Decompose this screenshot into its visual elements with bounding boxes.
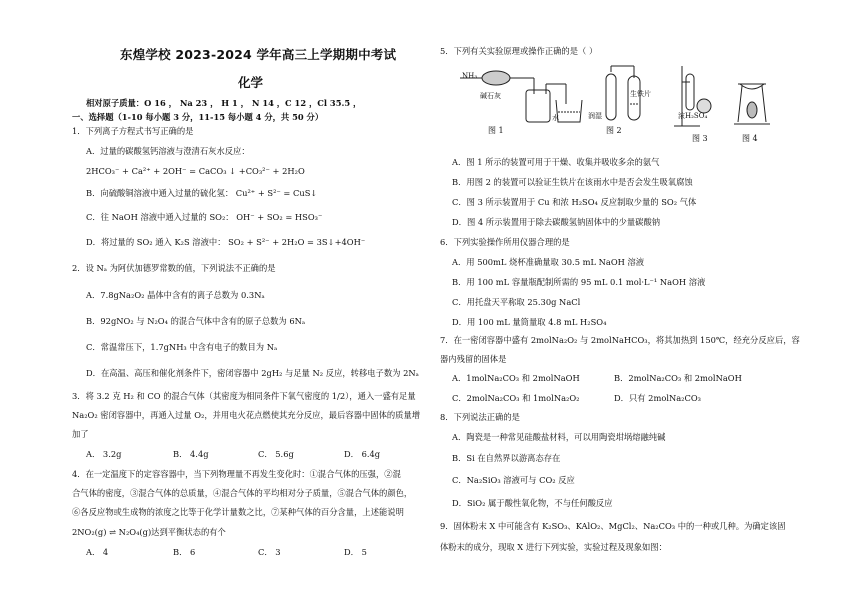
q1-stem: 1．下列离子方程式书写正确的是 bbox=[72, 126, 194, 136]
q6-option-a: A．用 500mL 烧杯准确量取 30.5 mL NaOH 溶液 bbox=[452, 257, 645, 267]
q7-option-c: C．2molNa₂CO₃ 和 1molNa₂O₂ bbox=[452, 393, 580, 403]
q7-option-d: D．只有 2molNa₂CO₃ bbox=[614, 393, 701, 403]
q7-option-b: B．2molNa₂CO₃ 和 2molNaOH bbox=[614, 373, 742, 383]
q9-line-1: 9．固体粉末 X 中可能含有 K₂SO₃、KAlO₂、MgCl₂、Na₂CO₃ 中的一种或几种。为确定该固 bbox=[440, 521, 786, 531]
q1-option-c: C．往 NaOH 溶液中通入过量的 SO₂： OH⁻ + SO₂ = HSO₃⁻ bbox=[86, 212, 323, 222]
q8-stem: 8．下列说法正确的是 bbox=[440, 412, 520, 422]
q3-option-c: C． 5.6g bbox=[258, 449, 294, 459]
q5-option-b: B．用图 2 的装置可以验证生铁片在该雨水中是否会发生吸氧腐蚀 bbox=[452, 177, 693, 187]
q3-line-2: Na₂O₂ 密闭容器中，再通入过量 O₂，并用电火花点燃使其充分反应，最后容器中固体的质量增 bbox=[72, 410, 421, 420]
fig-label-wet: 润湿 bbox=[588, 112, 602, 120]
q1-option-b: B．向硫酸铜溶液中通入过量的硫化氢： Cu²⁺ + S²⁻ = CuS↓ bbox=[86, 188, 318, 198]
fig-caption-3: 图 3 bbox=[692, 134, 708, 143]
q3-line-1: 3．将 3.2 克 H₂ 和 CO 的混合气体（其密度为相同条件下氧气密度的 1/2），通入一盛有足量 bbox=[72, 391, 416, 401]
q4-option-a: A． 4 bbox=[86, 547, 109, 557]
fig-label-iron: 生铁片 bbox=[630, 90, 651, 98]
q5-stem: 5．下列有关实验原理或操作正确的是（ ） bbox=[440, 46, 598, 56]
section-heading: 一、选择题（1-10 每小题 3 分，11-15 每小题 4 分，共 50 分） bbox=[72, 112, 324, 122]
q7-option-a: A．1molNa₂CO₃ 和 2molNaOH bbox=[452, 373, 580, 383]
q8-option-a: A．陶瓷是一种常见硅酸盐材料，可以用陶瓷坩埚熔融纯碱 bbox=[452, 432, 666, 442]
q1-option-a: A．过量的碳酸氢钙溶液与澄清石灰水反应： bbox=[86, 146, 250, 156]
q4-line-3: ⑥各反应物或生成物的浓度之比等于化学计量数之比，⑦某种气体的百分含量，上述能说明 bbox=[72, 507, 404, 517]
q1-option-d: D．将过量的 SO₂ 通入 K₂S 溶液中： SO₂ + S²⁻ + 2H₂O = 3S↓+4OH⁻ bbox=[86, 237, 366, 247]
q3-option-b: B． 4.4g bbox=[173, 449, 209, 459]
q5-option-c: C．图 3 所示装置用于 Cu 和浓 H₂SO₄ 反应制取少量的 SO₂ 气体 bbox=[452, 197, 697, 207]
fig-label-soda-lime: 碱石灰 bbox=[480, 92, 501, 100]
q4-line-2: 合气体的密度，③混合气体的总质量，④混合气体的平均相对分子质量，⑤混合气体的颜色， bbox=[72, 488, 413, 498]
exam-subject: 化学 bbox=[238, 75, 264, 90]
fig-label-water: 水 bbox=[552, 114, 559, 122]
apparatus-figures bbox=[456, 64, 776, 148]
q8-option-c: C．Na₂SiO₃ 溶液可与 CO₂ 反应 bbox=[452, 475, 575, 485]
fig-caption-2: 图 2 bbox=[606, 126, 622, 135]
q2-stem: 2．设 Nₐ 为阿伏加德罗常数的值，下列说法不正确的是 bbox=[72, 263, 276, 273]
q2-option-b: B．92gNO₂ 与 N₂O₄ 的混合气体中含有的原子总数为 6Nₐ bbox=[86, 316, 306, 326]
fig-caption-4: 图 4 bbox=[742, 134, 758, 143]
q4-line-4: 2NO₂(g) ⇌ N₂O₄(g)达到平衡状态的有个 bbox=[72, 527, 226, 537]
q6-option-b: B．用 100 mL 容量瓶配制所需的 95 mL 0.1 mol·L⁻¹ NaOH 溶液 bbox=[452, 277, 706, 287]
q6-stem: 6．下列实验操作所用仪器合理的是 bbox=[440, 237, 570, 247]
q7-line-1: 7．在一密闭容器中盛有 2molNa₂O₂ 与 2molNaHCO₃，将其加热到 150℃，经充分反应后，容 bbox=[440, 335, 800, 345]
q5-option-a: A．图 1 所示的装置可用于干燥、收集并吸收多余的氨气 bbox=[452, 157, 660, 167]
q3-option-d: D． 6.4g bbox=[344, 449, 381, 459]
q2-option-a: A．7.8gNa₂O₂ 晶体中含有的离子总数为 0.3Nₐ bbox=[86, 290, 265, 300]
q4-option-b: B． 6 bbox=[173, 547, 196, 557]
q6-option-c: C．用托盘天平称取 25.30g NaCl bbox=[452, 297, 581, 307]
q3-option-a: A． 3.2g bbox=[86, 449, 122, 459]
q6-option-d: D．用 100 mL 量筒量取 4.8 mL H₂SO₄ bbox=[452, 317, 607, 327]
q2-option-c: C．常温常压下，1.7gNH₃ 中含有电子的数目为 Nₐ bbox=[86, 342, 278, 352]
fig-label-nh3: NH₃ bbox=[462, 72, 478, 80]
q7-line-2: 器内残留的固体是 bbox=[440, 354, 507, 364]
q4-line-1: 4．在一定温度下的定容容器中，当下列物理量不再发生变化时：①混合气体的压强，②混 bbox=[72, 469, 401, 479]
figure-1-apparatus bbox=[460, 71, 582, 122]
figure-4-apparatus bbox=[734, 84, 770, 124]
fig-label-conc-h2so4: 浓H₂SO₄ bbox=[678, 112, 708, 120]
q1-option-a-equation: 2HCO₃⁻ + Ca²⁺ + 2OH⁻ = CaCO₃ ↓ +CO₃²⁻ + 2H₂O bbox=[86, 166, 305, 176]
q3-line-3: 加了 bbox=[72, 429, 89, 439]
atomic-masses: 相对原子质量：O 16 ， Na 23 ， H 1 ， N 14 ，C 12 ，Cl 35.5 ， bbox=[86, 98, 362, 108]
q5-option-d: D．图 4 所示装置用于除去碳酸氢钠固体中的少量碳酸钠 bbox=[452, 217, 661, 227]
q9-line-2: 体粉末的成分，现取 X 进行下列实验，实验过程及现象如图： bbox=[440, 542, 667, 552]
q8-option-b: B．Si 在自然界以游离态存在 bbox=[452, 453, 561, 463]
q2-option-d: D．在高温、高压和催化剂条件下，密闭容器中 2gH₂ 与足量 N₂ 反应，转移电子数为 2Nₐ bbox=[86, 368, 419, 378]
exam-title: 东煌学校 2023-2024 学年高三上学期期中考试 bbox=[120, 47, 397, 62]
q4-option-d: D． 5 bbox=[344, 547, 367, 557]
q4-option-c: C． 3 bbox=[258, 547, 281, 557]
fig-caption-1: 图 1 bbox=[488, 126, 504, 135]
q8-option-d: D．SiO₂ 属于酸性氧化物，不与任何酸反应 bbox=[452, 498, 613, 508]
